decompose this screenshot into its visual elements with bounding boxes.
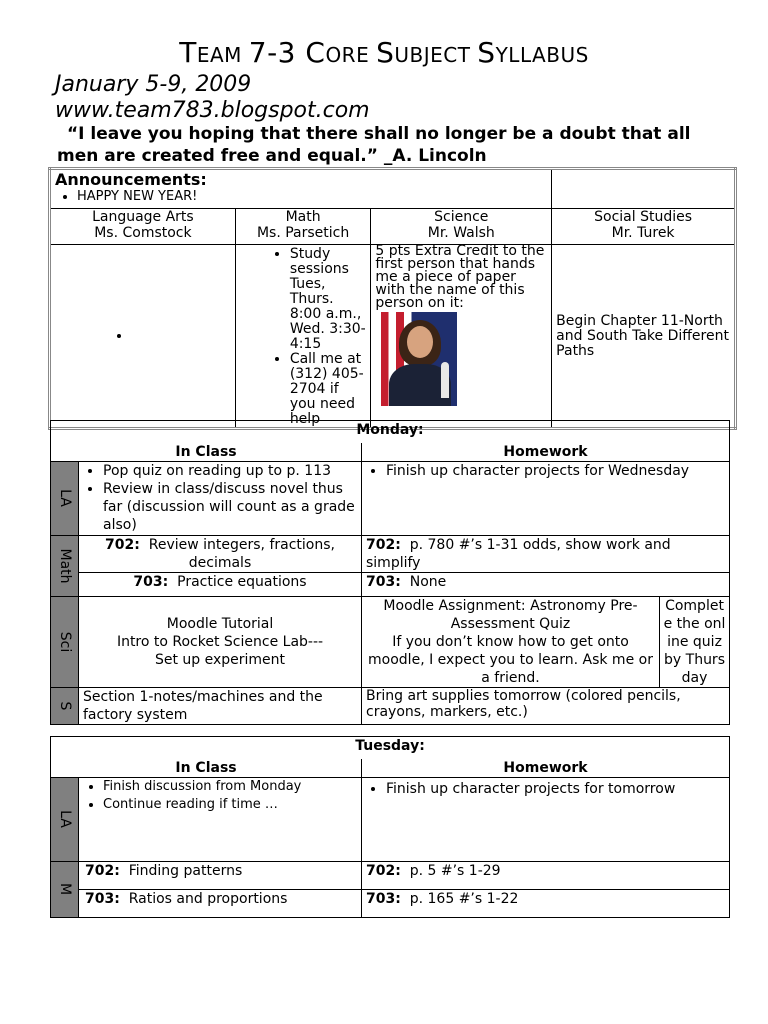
monday-703-class: 703: Practice equations	[79, 572, 362, 596]
tuesday-table	[50, 736, 730, 918]
tuesday-703-homework: 703: p. 165 #’s 1-22	[362, 889, 730, 917]
monday-table	[50, 420, 730, 725]
monday-sci-due: Complete the online quiz by Thursday	[660, 596, 730, 687]
tuesday-in-class-header: In Class	[51, 759, 362, 778]
monday-s-label: S	[51, 687, 79, 724]
announcements-empty-cell	[552, 169, 736, 209]
monday-702-homework: 702: p. 780 #’s 1-31 odds, show work and simplify	[362, 535, 730, 572]
tuesday-m-label: M	[51, 861, 79, 917]
astronaut-photo	[381, 312, 457, 406]
monday-la-class: • Pop quiz on reading up to p. 113 • Review in class/discuss novel thus far (discussion will count as a grade also)	[79, 461, 362, 535]
monday-sci-homework: Moodle Assignment: Astronomy Pre-Assessment Quiz If you don’t know how to get onto moodle, I expect you to learn. Ask me or a friend.	[362, 596, 660, 687]
tuesday-702-homework: 702: p. 5 #’s 1-29	[362, 861, 730, 889]
monday-702-class: 702: Review integers, fractions, decimals	[79, 535, 362, 572]
page-title: TEAM 7-3 CORE SUBJECT SYLLABUS	[179, 36, 589, 69]
la-announcement-cell	[50, 245, 236, 429]
monday-la-homework: • Finish up character projects for Wednesday	[362, 461, 730, 535]
math-phone: • Call me at (312) 405-2704 if you need help	[290, 352, 367, 427]
tuesday-702-class: 702: Finding patterns	[79, 861, 362, 889]
monday-math-label: Math	[51, 535, 79, 596]
math-announcement-cell	[235, 245, 371, 429]
monday-703-homework: 703: None	[362, 572, 730, 596]
tuesday-heading: Tuesday:	[51, 737, 730, 759]
announcements-table	[48, 167, 737, 430]
subject-header-science: Science Mr. Walsh	[371, 209, 552, 245]
monday-s-class: Section 1-notes/machines and the factory system	[79, 687, 362, 724]
announcement-item: • HAPPY NEW YEAR!	[77, 189, 547, 205]
announcements-heading: Announcements:	[55, 170, 207, 189]
tuesday-homework-header: Homework	[362, 759, 730, 778]
monday-homework-header: Homework	[362, 443, 730, 462]
monday-sci-class: Moodle Tutorial Intro to Rocket Science Lab--- Set up experiment	[79, 596, 362, 687]
math-study-sessions: • Study sessions Tues, Thurs. 8:00 a.m., Wed. 3:30-4:15	[290, 247, 367, 352]
lincoln-quote: “I leave you hoping that there shall no longer be a doubt that all men are created free and equal.” _A. Lincoln	[57, 124, 691, 166]
science-extra-credit: 5 pts Extra Credit to the first person that hands me a piece of paper with the name of this person on it:	[375, 243, 545, 311]
science-announcement-cell	[371, 245, 552, 429]
date-range: January 5-9, 2009	[55, 72, 252, 97]
announcements-cell	[50, 169, 552, 209]
monday-heading: Monday:	[51, 421, 730, 443]
monday-s-homework: Bring art supplies tomorrow (colored pencils, crayons, markers, etc.)	[362, 687, 730, 724]
monday-in-class-header: In Class	[51, 443, 362, 462]
subject-header-social-studies: Social Studies Mr. Turek	[552, 209, 736, 245]
tuesday-la-class: • Finish discussion from Monday • Continue reading if time …	[79, 777, 362, 861]
tuesday-703-class: 703: Ratios and proportions	[79, 889, 362, 917]
blog-url: www.team783.blogspot.com	[55, 98, 370, 123]
tuesday-la-label: LA	[51, 777, 79, 861]
subject-header-math: Math Ms. Parsetich	[235, 209, 371, 245]
monday-la-label: LA	[51, 461, 79, 535]
monday-sci-label: Sci	[51, 596, 79, 687]
ss-announcement-cell: Begin Chapter 11-North and South Take Different Paths	[552, 245, 736, 429]
la-empty-bullet	[132, 328, 231, 344]
subject-header-la: Language Arts Ms. Comstock	[50, 209, 236, 245]
tuesday-la-homework: • Finish up character projects for tomorrow	[362, 777, 730, 861]
